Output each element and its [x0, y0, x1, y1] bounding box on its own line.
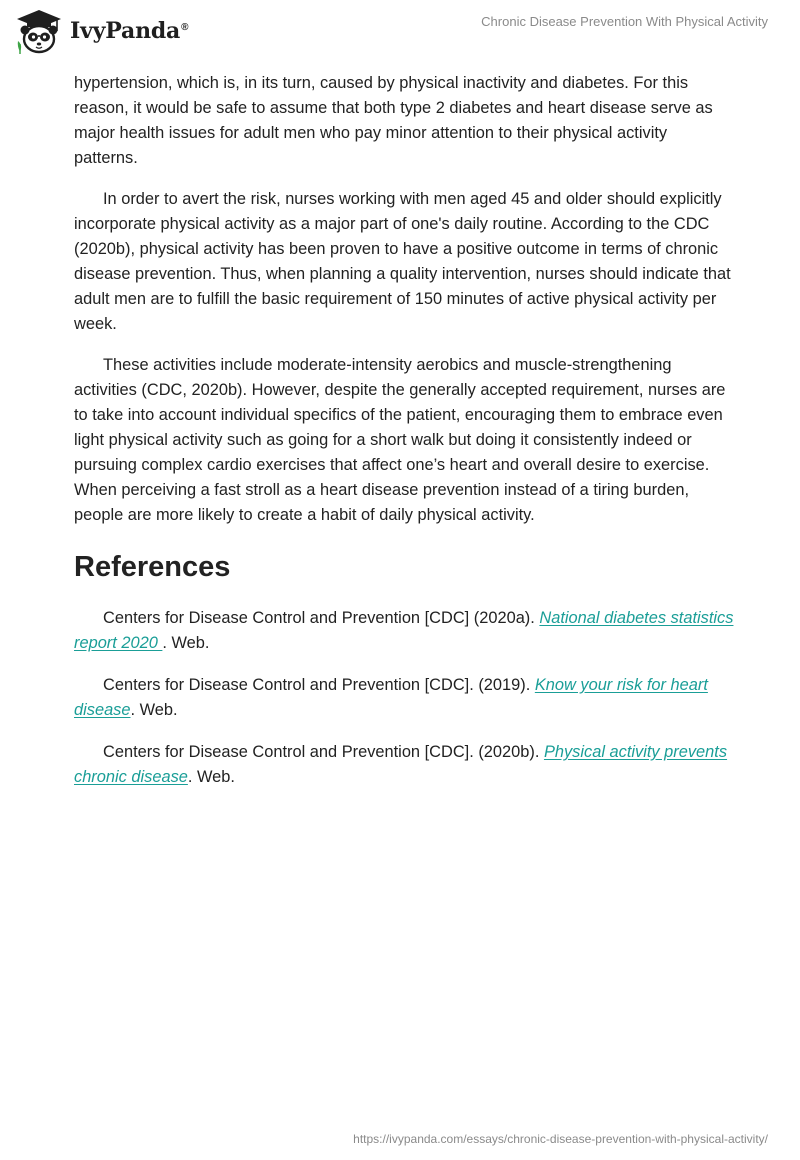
reference-link[interactable]: National diabetes statistics report 2020 [74, 609, 734, 652]
reference-link[interactable]: Know your risk for heart disease [74, 676, 708, 719]
reference-suffix: . Web. [130, 701, 178, 719]
body-paragraph: In order to avert the risk, nurses working with men aged 45 and older should explicitly incorporate physical activity as a major part of one's daily routine. According to the CDC (2020b), physical activity has been proven to have a positive outcome in terms of chronic disease prevention. Thus, when planning a quality intervention, nurses should indicate that adult men are to fulfill the basic requirement of 150 minutes of active physical activity per week. [74, 190, 731, 333]
reference-citation: Centers for Disease Control and Prevention [CDC]. (2020b). [103, 743, 544, 761]
body-paragraph: hypertension, which is, in its turn, caused by physical inactivity and diabetes. For this reason, it would be safe to assume that both type 2 diabetes and heart disease serve as major health issues for adult men who pay minor attention to their physical activity patterns. [74, 74, 713, 167]
reference-link[interactable]: Physical activity prevents chronic disease [74, 743, 728, 786]
reference-item [74, 606, 734, 656]
source-url[interactable]: https://ivypanda.com/essays/chronic-disease-prevention-with-physical-activity/ [353, 1132, 768, 1146]
registered-mark: ® [181, 21, 189, 33]
reference-item [74, 673, 734, 723]
reference-citation: Centers for Disease Control and Prevention [CDC] (2020a). [103, 609, 540, 627]
references-heading: References [74, 551, 231, 583]
reference-item [74, 740, 734, 790]
page-header [0, 0, 800, 70]
essay-content [74, 71, 734, 807]
logo-wordmark [70, 18, 188, 44]
logo-name: IvyPanda [70, 18, 181, 44]
body-paragraph: These activities include moderate-intensity aerobics and muscle-strengthening activities (CDC, 2020b). However, despite the generally accepted requirement, nurses are to take into account individual specifics of the patient, encouraging them to embrace even light physical activity such as going for a short walk but doing it consistently indeed or pursuing complex cardio exercises that affect one’s heart and overall desire to exercise. When perceiving a fast stroll as a heart disease prevention instead of a tiring burden, people are more likely to create a habit of daily physical activity. [74, 356, 726, 524]
reference-suffix: . Web. [187, 768, 235, 786]
ivypanda-logo[interactable] [14, 8, 188, 56]
panda-graduate-icon [14, 8, 64, 56]
reference-citation: Centers for Disease Control and Prevention [CDC]. (2019). [103, 676, 535, 694]
reference-suffix: . Web. [162, 634, 210, 652]
document-title: Chronic Disease Prevention With Physical Activity [481, 14, 768, 29]
